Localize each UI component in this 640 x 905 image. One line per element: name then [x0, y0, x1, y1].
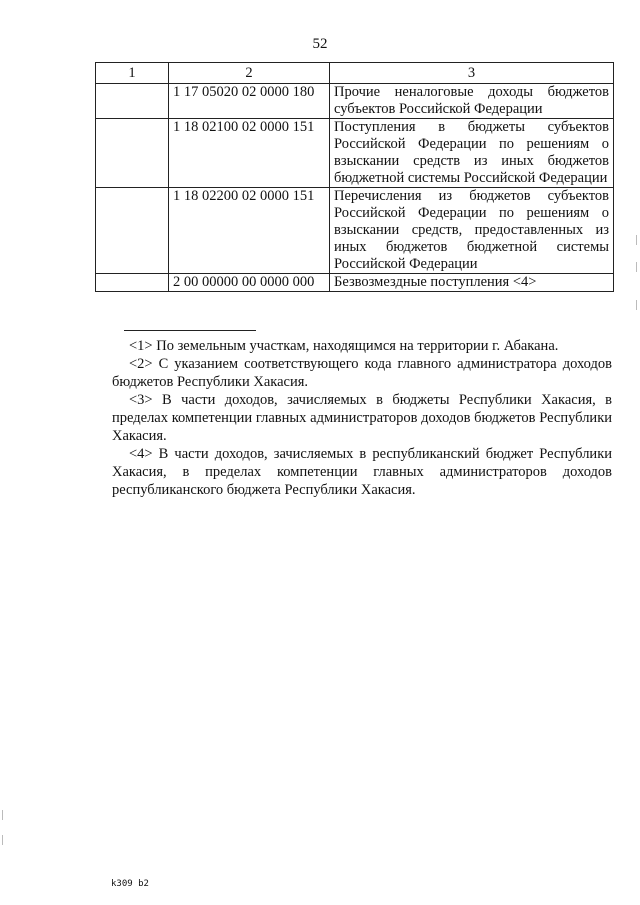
footnote: <2> С указанием соответствующего кода главного администратора доходов бюджетов Республики Хакасия.	[112, 356, 612, 390]
table-cell-name: Прочие неналоговые доходы бюджетов субъектов Российской Федерации	[330, 84, 614, 119]
scan-edge-mark	[636, 235, 637, 245]
column-header-3: 3	[330, 63, 614, 84]
table-cell-code: 1 18 02100 02 0000 151	[169, 119, 330, 188]
table-row	[96, 274, 614, 292]
footnote-divider	[124, 330, 256, 331]
footnotes	[112, 337, 612, 499]
footnote: <4> В части доходов, зачисляемых в республиканский бюджет Республики Хакасия, в пределах компетенции главных администраторов доходов республиканского бюджета Республики Хакасия.	[112, 446, 612, 498]
column-header-1: 1	[96, 63, 169, 84]
footnote: <1> По земельным участкам, находящимся на территории г. Абакана.	[129, 338, 559, 354]
column-header-2: 2	[169, 63, 330, 84]
table-cell-col1	[96, 119, 169, 188]
document-code: k309 b2	[111, 879, 149, 889]
table-row	[96, 119, 614, 188]
table-header-row	[96, 63, 614, 84]
table-cell-code: 1 18 02200 02 0000 151	[169, 188, 330, 274]
table-cell-col1	[96, 188, 169, 274]
table-cell-col1	[96, 84, 169, 119]
table-cell-name: Перечисления из бюджетов субъектов Российской Федерации по решениям о взыскании средств, предоставленных из иных бюджетов бюджетной системы Российской Федерации	[330, 188, 614, 274]
table-row	[96, 84, 614, 119]
page-number: 52	[312, 36, 328, 52]
scan-edge-mark	[2, 810, 3, 820]
scan-edge-mark	[636, 262, 637, 272]
table-cell-code: 1 17 05020 02 0000 180	[169, 84, 330, 119]
scan-edge-mark	[636, 300, 637, 310]
table-row	[96, 188, 614, 274]
table-cell-name: Поступления в бюджеты субъектов Российской Федерации по решениям о взыскании средств из иных бюджетов бюджетной системы Российской Федерации	[330, 119, 614, 188]
scan-edge-mark	[2, 835, 3, 845]
budget-table	[95, 62, 614, 292]
footnote: <3> В части доходов, зачисляемых в бюджеты Республики Хакасия, в пределах компетенции главных администраторов доходов бюджетов Республики Хакасия.	[112, 392, 612, 444]
table-cell-code: 2 00 00000 00 0000 000	[169, 274, 330, 292]
table-cell-name: Безвозмездные поступления <4>	[330, 274, 614, 292]
table-cell-col1	[96, 274, 169, 292]
